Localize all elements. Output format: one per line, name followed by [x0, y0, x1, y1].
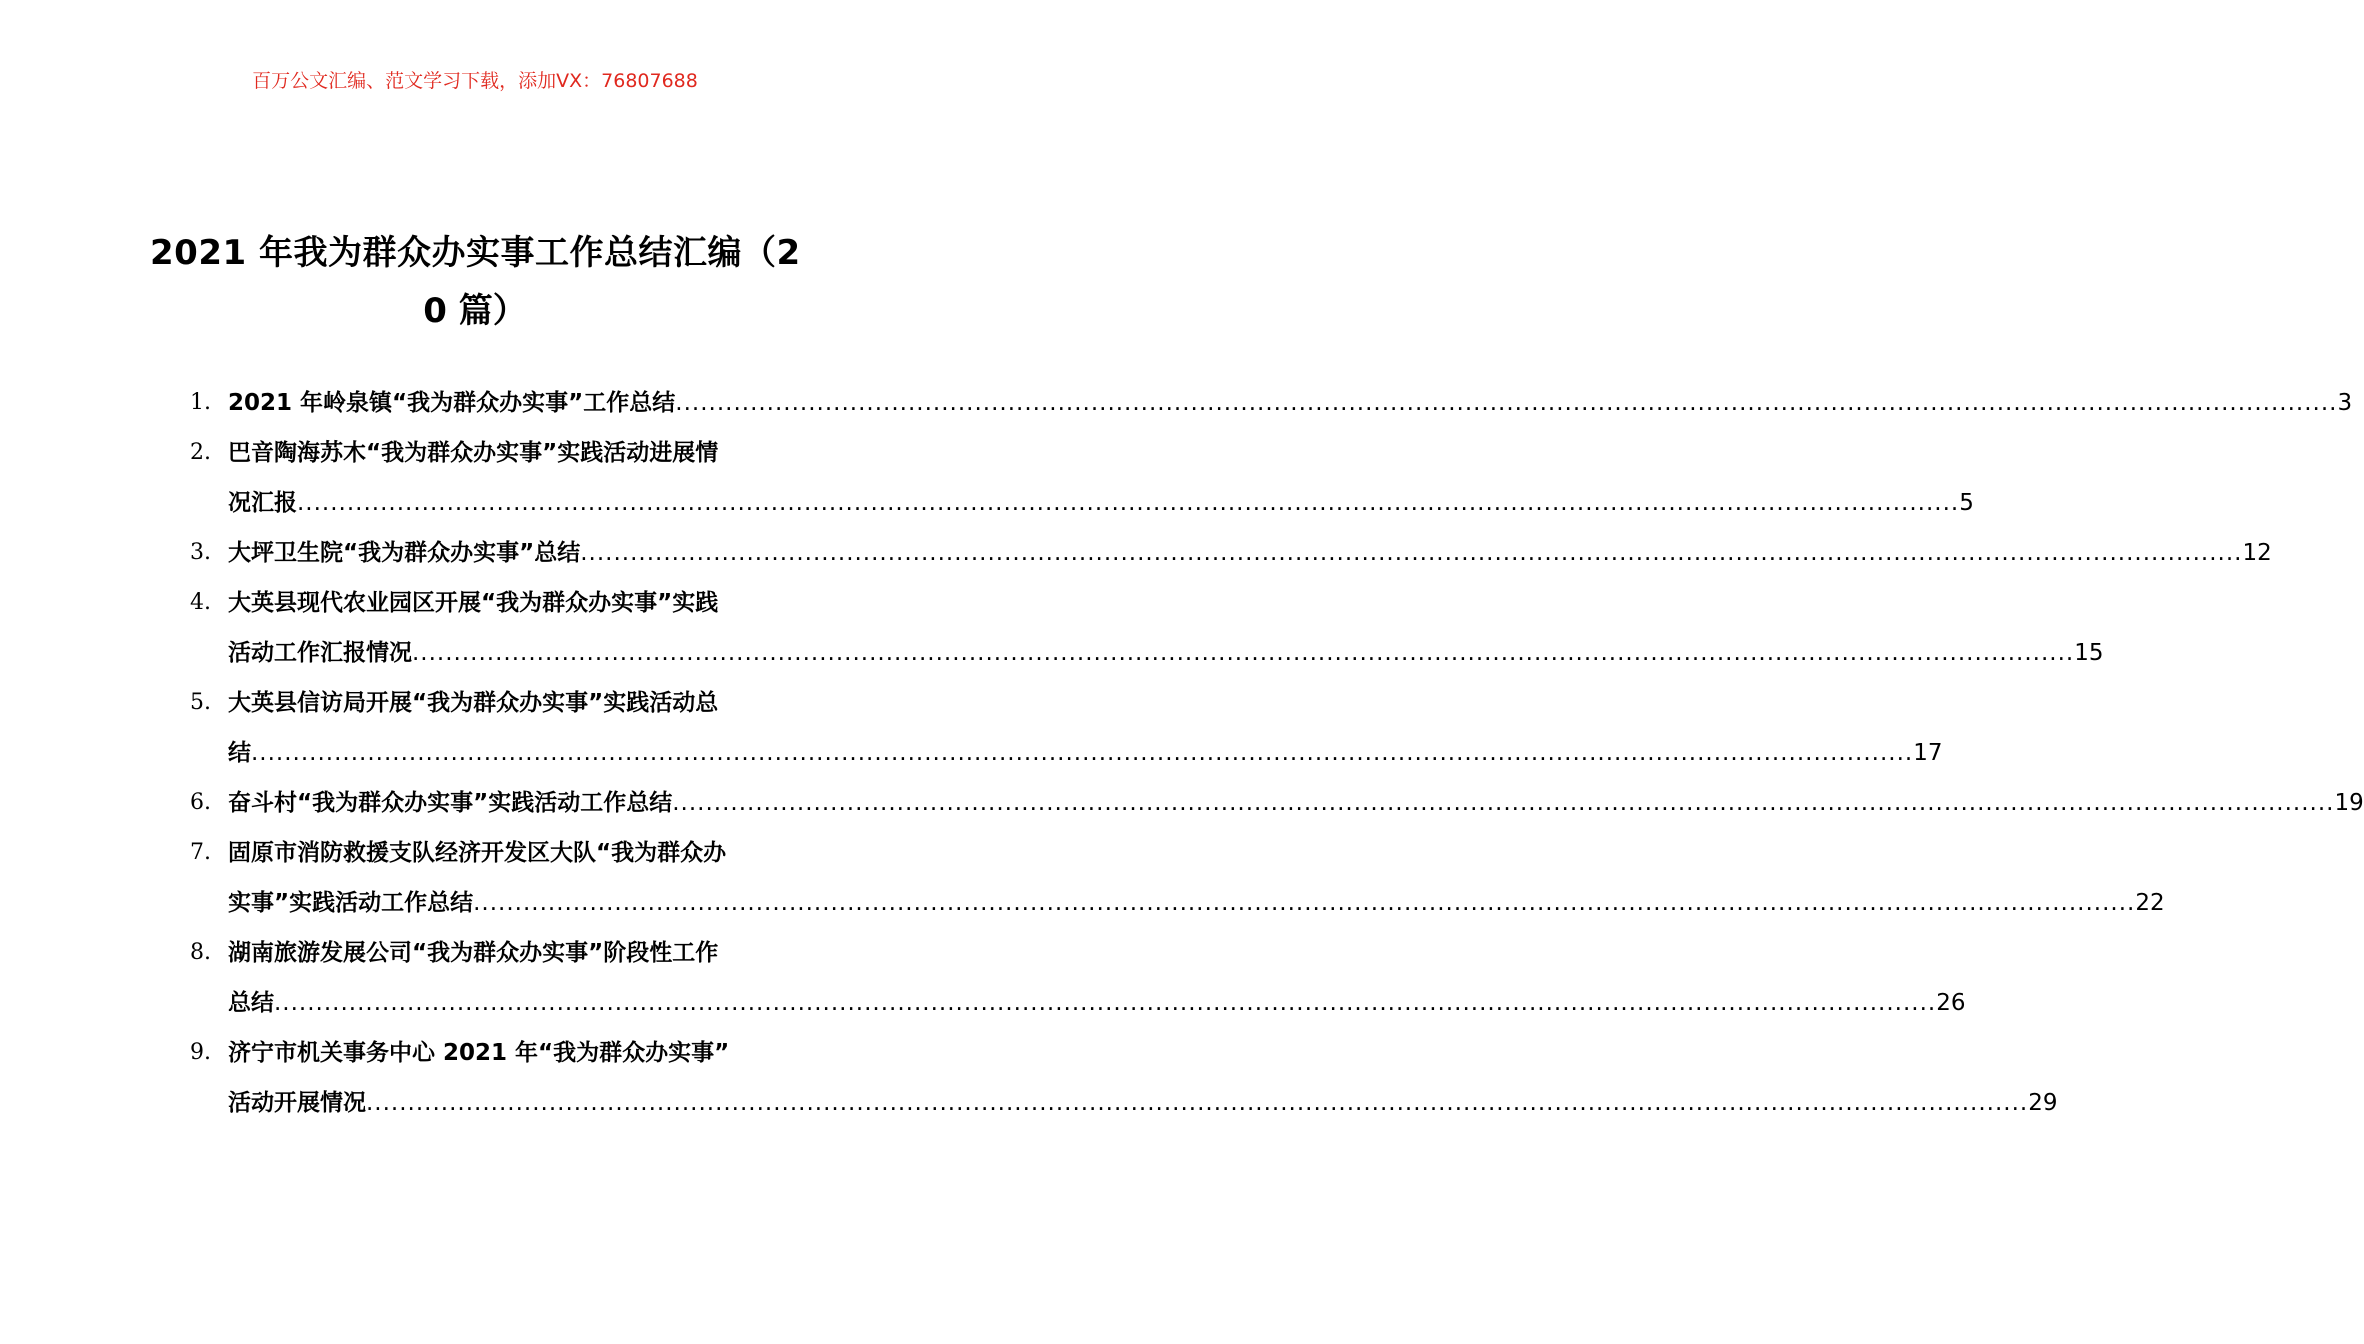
- document-title: [150, 224, 800, 340]
- header-note: 百万公文汇编、范文学习下载，添加VX：76807688: [252, 70, 698, 92]
- toc-leader-dots: ........................................................................................................................................................................................................: [672, 790, 2335, 816]
- toc-entry[interactable]: [190, 578, 2104, 678]
- toc-entry-line: [228, 978, 1966, 1028]
- toc-entry-title: 活动工作汇报情况: [228, 640, 412, 666]
- toc-entry-line: [228, 478, 1974, 528]
- toc-entry-title: 总结: [228, 990, 274, 1016]
- toc-page-number: 5: [1959, 490, 1974, 516]
- toc-leader-dots: ........................................................................................................................................................................................................: [580, 540, 2243, 566]
- toc-entry-number: 8.: [190, 940, 211, 965]
- toc-entry[interactable]: [190, 428, 1974, 528]
- toc-entry-number: 7.: [190, 840, 211, 865]
- toc-entry-line: 湖南旅游发展公司“我为群众办实事”阶段性工作: [228, 940, 719, 966]
- toc-entry-title: 奋斗村“我为群众办实事”实践活动工作总结: [228, 790, 673, 816]
- toc-leader-dots: ........................................................................................................................................................................................................: [675, 390, 2338, 416]
- toc-entry[interactable]: [190, 1028, 2058, 1128]
- toc-entry-title: 结: [228, 740, 251, 766]
- toc-entry-line: 大英县现代农业园区开展“我为群众办实事”实践: [228, 590, 719, 616]
- toc-entry[interactable]: [190, 778, 2364, 828]
- toc-entry-line: 固原市消防救援支队经济开发区大队“我为群众办: [228, 840, 727, 866]
- toc-entry-line: [228, 778, 2364, 828]
- toc-entry[interactable]: [190, 528, 2272, 578]
- toc-entry[interactable]: [190, 828, 2165, 928]
- toc-entry-number: 5.: [190, 690, 211, 715]
- toc-entry-number: 6.: [190, 790, 211, 815]
- toc-leader-dots: ........................................................................................................................................................................................................: [412, 640, 2075, 666]
- toc-entry-line: [228, 528, 2272, 578]
- toc-entry-line: [228, 878, 2165, 928]
- toc-entry-line: 巴音陶海苏木“我为群众办实事”实践活动进展情: [228, 440, 719, 466]
- toc-page-number: 29: [2028, 1090, 2058, 1116]
- title-line-2: 0 篇）: [423, 291, 527, 331]
- toc-leader-dots: ........................................................................................................................................................................................................: [274, 990, 1937, 1016]
- toc-entry[interactable]: [190, 378, 2353, 428]
- toc-leader-dots: ........................................................................................................................................................................................................: [297, 490, 1960, 516]
- toc-entry-title: 活动开展情况: [228, 1090, 366, 1116]
- toc-page-number: 17: [1913, 740, 1943, 766]
- toc-leader-dots: ........................................................................................................................................................................................................: [251, 740, 1914, 766]
- toc-leader-dots: ........................................................................................................................................................................................................: [366, 1090, 2029, 1116]
- toc-page-number: 15: [2074, 640, 2104, 666]
- toc-page-number: 3: [2337, 390, 2353, 416]
- toc-page-number: 12: [2242, 540, 2272, 566]
- toc-entry-title: 2021 年岭泉镇“我为群众办实事”工作总结: [228, 390, 676, 416]
- toc-leader-dots: ........................................................................................................................................................................................................: [473, 890, 2136, 916]
- toc-page-number: 19: [2334, 790, 2364, 816]
- toc-entry-line: 大英县信访局开展“我为群众办实事”实践活动总: [228, 690, 719, 716]
- toc-entry-number: 4.: [190, 590, 211, 615]
- toc-entry-line: [228, 728, 1943, 778]
- title-line-1: 2021 年我为群众办实事工作总结汇编（2: [150, 233, 801, 273]
- toc-entry-line: 济宁市机关事务中心 2021 年“我为群众办实事”: [228, 1040, 730, 1066]
- toc-entry[interactable]: [190, 678, 1943, 778]
- toc-page-number: 22: [2135, 890, 2165, 916]
- toc-entry-title: 实事”实践活动工作总结: [228, 890, 474, 916]
- toc-entry-number: 1.: [190, 390, 211, 415]
- toc-entry-number: 2.: [190, 440, 211, 465]
- toc-entry[interactable]: [190, 928, 1966, 1028]
- toc-page-number: 26: [1936, 990, 1966, 1016]
- toc-entry-title: 大坪卫生院“我为群众办实事”总结: [228, 540, 581, 566]
- toc-entry-line: [228, 628, 2104, 678]
- toc-entry-line: [228, 378, 2353, 428]
- toc-entry-title: 况汇报: [228, 490, 297, 516]
- table-of-contents: [190, 378, 2364, 1128]
- toc-entry-line: [228, 1078, 2058, 1128]
- toc-entry-number: 9.: [190, 1040, 211, 1065]
- toc-entry-number: 3.: [190, 540, 211, 565]
